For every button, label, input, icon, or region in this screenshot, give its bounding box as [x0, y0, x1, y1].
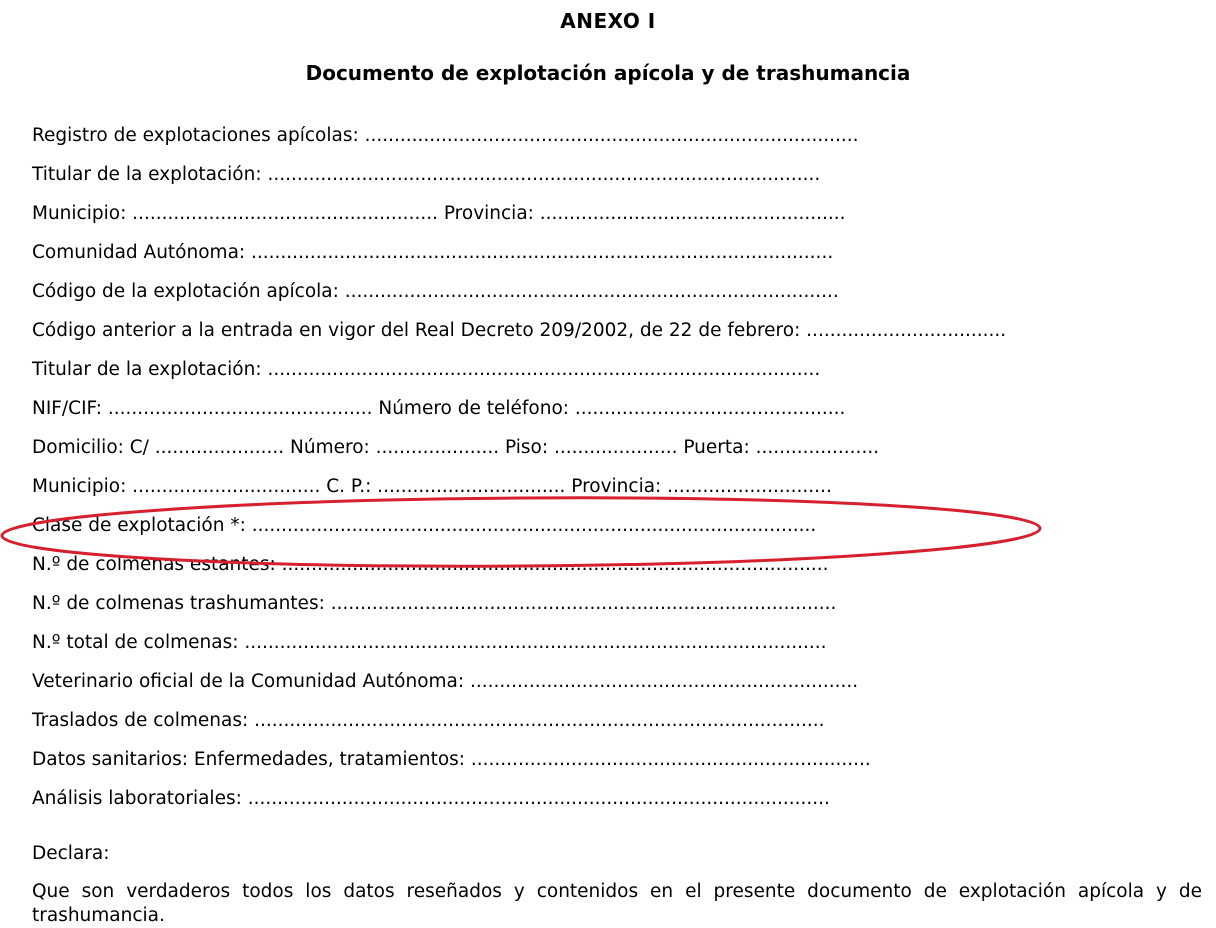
field-total-colmenas: N.º total de colmenas: ................................................................................................... [32, 632, 827, 653]
field-registro-explotaciones: Registro de explotaciones apícolas: .................................................................................... [32, 125, 859, 146]
field-veterinario-oficial: Veterinario oficial de la Comunidad Autónoma: .................................................................. [32, 671, 859, 692]
declaration-label: Declara: [32, 843, 110, 864]
field-comunidad-autonoma: Comunidad Autónoma: ................................................................................................... [32, 242, 834, 263]
field-municipio-provincia: Municipio: .................................................... Provincia: .................................................... [32, 203, 846, 224]
field-domicilio: Domicilio: C/ ...................... Número: ..................... Piso: ..................... Puerta: ..................... [32, 437, 880, 458]
field-municipio-cp-provincia: Municipio: ................................ C. P.: ................................ Provincia: ............................ [32, 476, 832, 497]
declaration-text: Que son verdaderos todos los datos reseñados y contenidos en el presente documento de explotación apícola y de trashumancia. [32, 881, 1202, 926]
field-colmenas-estantes: N.º de colmenas estantes: ............................................................................................. [32, 554, 829, 575]
field-colmenas-trashumantes: N.º de colmenas trashumantes: ...................................................................................... [32, 593, 837, 614]
document-title: Documento de explotación apícola y de trashumancia [305, 61, 911, 85]
field-codigo-explotacion: Código de la explotación apícola: .................................................................................... [32, 281, 839, 302]
field-analisis-laboratoriales: Análisis laboratoriales: ................................................................................................... [32, 788, 830, 809]
field-titular-explotacion: Titular de la explotación: .............................................................................................. [32, 164, 821, 185]
field-titular-explotacion-2: Titular de la explotación: .............................................................................................. [32, 359, 821, 380]
field-nif-telefono: NIF/CIF: ............................................. Número de teléfono: .............................................. [32, 398, 846, 419]
field-clase-explotacion: Clase de explotación *: ................................................................................................ [32, 515, 817, 536]
annex-title: ANEXO I [560, 9, 656, 33]
field-traslados-colmenas: Traslados de colmenas: ................................................................................................. [32, 710, 825, 731]
field-codigo-anterior: Código anterior a la entrada en vigor del Real Decreto 209/2002, de 22 de febrero: .................................. [32, 320, 1007, 341]
field-datos-sanitarios: Datos sanitarios: Enfermedades, tratamientos: .................................................................... [32, 749, 871, 770]
